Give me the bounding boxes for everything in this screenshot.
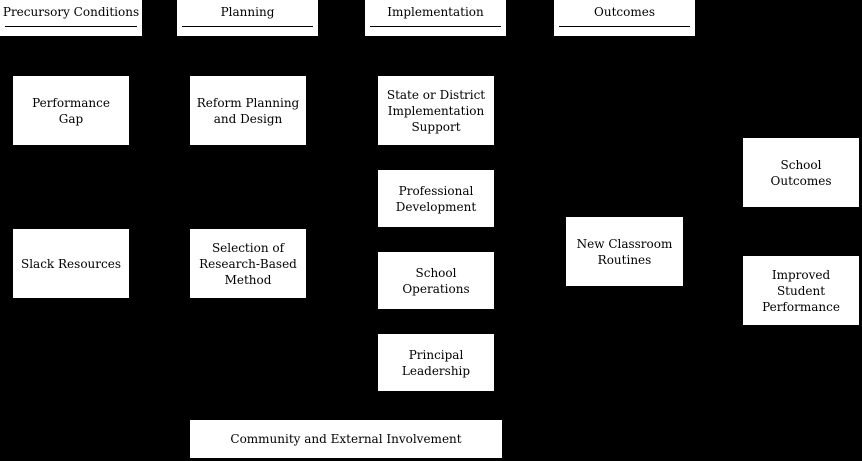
header-outcomes-label: Outcomes <box>594 5 655 19</box>
box-state-district-support-label: State or District Implementation Support <box>386 87 486 134</box>
box-reform-planning-label: Reform Planning and Design <box>196 95 300 126</box>
box-new-classroom-routines-label: New Classroom Routines <box>576 236 673 267</box>
box-selection-method-label: Selection of Research-Based Method <box>199 240 297 287</box>
box-improved-student-performance-label: Improved Student Performance <box>762 267 840 314</box>
header-underline <box>370 26 501 27</box>
box-school-operations <box>378 252 494 309</box>
box-professional-development <box>378 170 494 227</box>
box-professional-development-label: Professional Development <box>395 183 477 214</box>
box-slack-resources <box>13 229 129 298</box>
box-school-operations-label: School Operations <box>402 265 470 296</box>
box-school-outcomes-label: School Outcomes <box>770 157 832 188</box>
box-new-classroom-routines <box>566 217 683 286</box>
box-state-district-support <box>378 76 494 145</box>
box-slack-resources-label: Slack Resources <box>21 256 121 271</box>
box-community-involvement-label: Community and External Involvement <box>230 432 462 446</box>
header-planning-label: Planning <box>220 5 275 19</box>
header-underline <box>5 26 137 27</box>
box-performance-gap-label: Performance Gap <box>32 95 110 126</box>
header-precursory-conditions-label: Precursory Conditions <box>2 5 140 19</box>
box-reform-planning <box>190 76 306 145</box>
box-selection-method <box>190 229 306 298</box>
box-performance-gap <box>13 76 129 145</box>
header-precursory-conditions <box>0 0 142 36</box>
header-implementation-label: Implementation <box>387 5 484 19</box>
box-principal-leadership <box>378 334 494 391</box>
header-implementation <box>365 0 506 36</box>
header-underline <box>182 26 313 27</box>
header-planning <box>177 0 318 36</box>
box-school-outcomes <box>743 138 859 207</box>
header-outcomes <box>554 0 695 36</box>
box-community-involvement <box>190 420 502 458</box>
header-underline <box>559 26 690 27</box>
box-improved-student-performance <box>743 256 859 325</box>
box-principal-leadership-label: Principal Leadership <box>401 347 471 378</box>
